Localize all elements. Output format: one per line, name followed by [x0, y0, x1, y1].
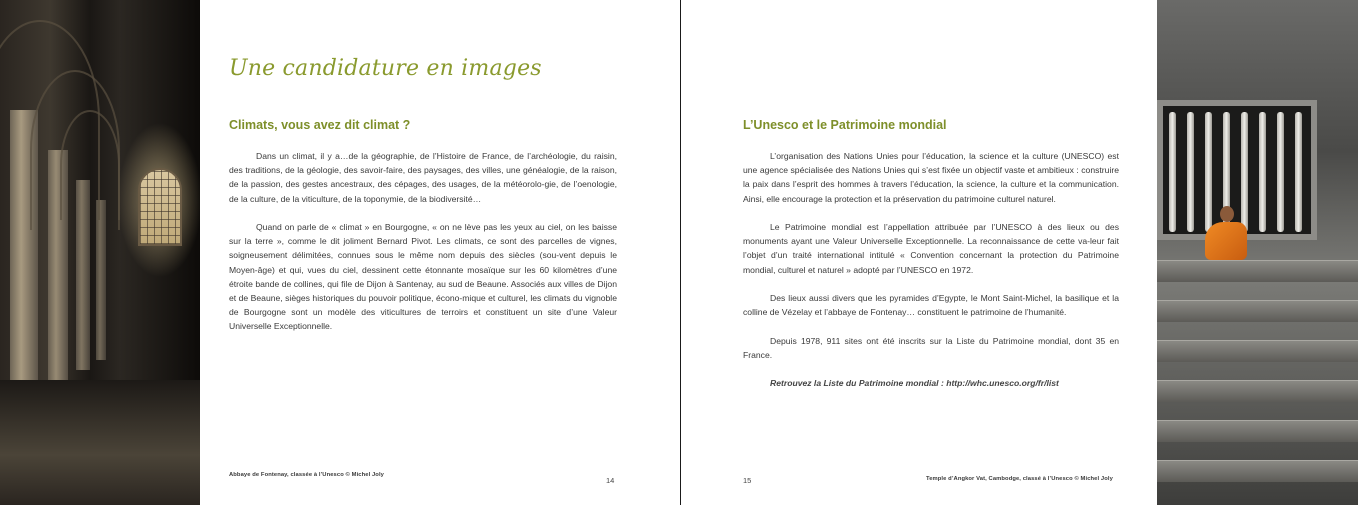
page-number-right: 15	[743, 476, 752, 485]
monk-figure	[1220, 206, 1234, 222]
angkor-vat-photo	[1157, 0, 1358, 505]
paragraph: Depuis 1978, 911 sites ont été inscrits sur la Liste du Patrimoine mondial, dont 35 en France.	[743, 335, 1119, 360]
page-number-left: 14	[606, 476, 615, 485]
page-gutter	[680, 0, 681, 505]
right-body-text	[743, 149, 1119, 405]
abbey-photo	[0, 0, 200, 505]
photo-caption-left: Abbaye de Fontenay, classée à l’Unesco © Michel Joly	[229, 472, 384, 478]
unesco-list-link[interactable]: Retrouvez la Liste du Patrimoine mondial : http://whc.unesco.org/fr/list	[770, 378, 1059, 389]
section-heading-climats: Climats, vous avez dit climat ?	[229, 118, 411, 132]
paragraph: Des lieux aussi divers que les pyramides d’Egypte, le Mont Saint-Michel, la basilique et la colline de Vézelay et l’abbaye de Fontenay… constituent le patrimoine de l’humanité.	[743, 293, 1119, 318]
paragraph: Dans un climat, il y a…de la géographie, de l’Histoire de France, de l’archéologie, du raisin, des traditions, de la géologie, des savoir-faire, des paysages, des villes, une généalogie, de la raison, de la passion, des gestes ancestraux, des cépages, des usages, de la météorolo-gie, de l’oenologie, de la culture, de la viticulture, de la toponymie, de la biodiversité…	[229, 151, 617, 204]
photo-caption-right: Temple d’Angkor Vat, Cambodge, classé à l’Unesco © Michel Joly	[926, 476, 1113, 482]
paragraph: L’organisation des Nations Unies pour l’éducation, la science et la culture (UNESCO) est une agence spécialisée des Nations Unies qui s’est fixée un objectif vaste et ambitieux : construire la paix dans l’esprit des hommes à travers l’éducation, la science, la culture et la communication. Ainsi, elle encourage la protection et la préservation du patrimoine culturel naturel.	[743, 151, 1119, 204]
paragraph: Quand on parle de « climat » en Bourgogne, « on ne lève pas les yeux au ciel, on les baisse sur la terre », comme le dit joliment Bernard Pivot. Les climats, ce sont des parcelles de vignes, soigneusement délimitées, connues sous le même nom depuis des siècles (sou-vent depuis le Moyen-âge) et qui, vues du ciel, dessinent cette étonnante mosaïque sur les 60 kilomètres d’une étroite bande de collines, qui file de Dijon à Santenay, au sud de Beaune. Associés aux villes de Dijon et de Beaune, sièges historiques du pouvoir politique, écono-mique et culturel, les climats du vignoble de Bourgogne sont un modèle des viticultures de terroirs et constituent un site d’une Valeur Universelle Exceptionnelle.	[229, 222, 617, 332]
section-heading-unesco: L’Unesco et le Patrimoine mondial	[743, 118, 947, 132]
paragraph: Le Patrimoine mondial est l’appellation attribuée par l’UNESCO à des lieux ou des monuments ayant une Valeur Universelle Exceptionnelle. La reconnaissance de cette va-leur fait l’objet d’un traité international intitulé « Convention concernant la protection du Patrimoine mondial, culturel et naturel » adopté par l’UNESCO en 1972.	[743, 222, 1119, 275]
page-title: Une candidature en images	[229, 56, 542, 81]
left-body-text	[229, 149, 617, 348]
stained-glass-window	[138, 168, 182, 246]
